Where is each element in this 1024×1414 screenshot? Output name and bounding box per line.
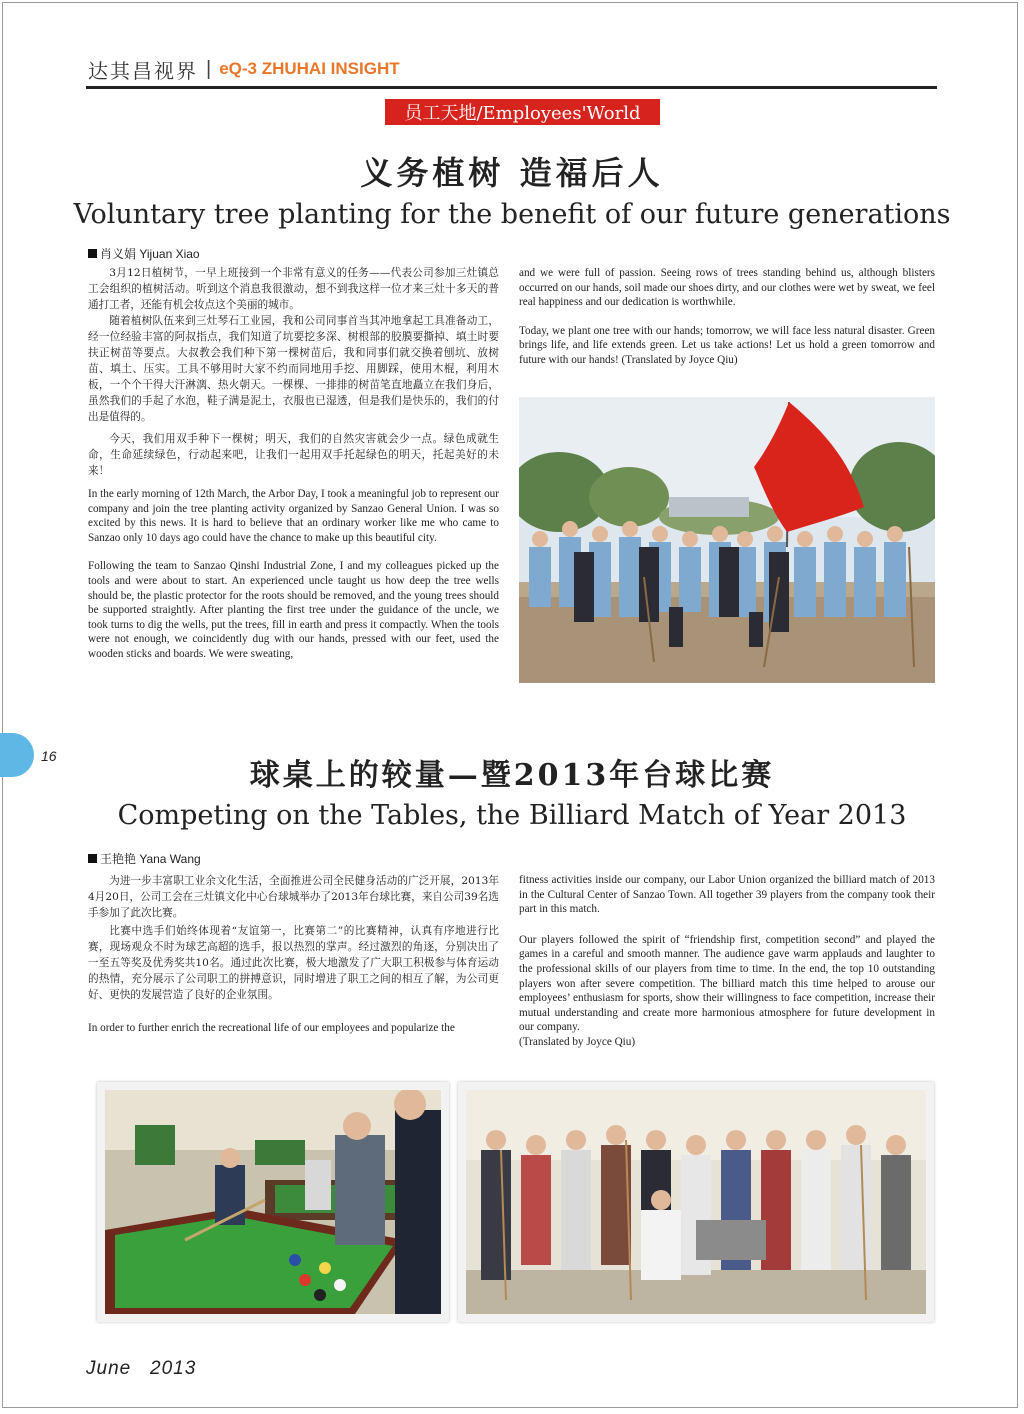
article1-en-paragraph: and we were full of passion. Seeing rows of trees standing behind us, although blisters occurred on our hands, soil made our shoes dirty, and our clothes were wet by sweat, we feel real happiness and our dedication is worthwhile. [519, 267, 935, 309]
article1-zh-paragraph: 随着植树队伍来到三灶琴石工业园，我和公司同事首当其冲地拿起工具准备动工，经一位经验丰富的阿叔指点，我们知道了坑要挖多深、树根部的胶膜要撕掉、填土时要扶正树苗等要点。大叔教会我们种下第一棵树苗后，我和同事们就交换着刨坑、放树苗、填土、压实。工具不够用时大家不约而同地用手挖、用脚踩，使用木棍，利用木板，一个个干得大汗淋漓、热火朝天。一棵棵、一排排的树苗笔直地矗立在我们身后，虽然我们的手起了水泡，鞋子满是泥土，衣服也已湿透，但是我们是快乐的，我们的付出是值得的。 [88, 315, 499, 423]
article1-en-paragraph: Today, we plant one tree with our hands; tomorrow, we will face less natural disaster. Green brings life, and life extends green. Let us take actions! Let us hold a green tomorrow and future with our hands! (Translated by Joyce Qiu) [519, 324, 935, 366]
header-title-en: eQ-3 ZHUHAI INSIGHT [219, 59, 400, 78]
article2-right-column [519, 873, 935, 1050]
article2-en-paragraph: fitness activities inside our company, our Labor Union organized the billiard match of 2013 in the Cultural Center of Sanzao Town. All together 39 players from the company took their part in this match. [519, 874, 935, 916]
article1-title-zh: 义务植树 造福后人 [360, 154, 664, 192]
article1-byline [88, 245, 200, 262]
article1-zh-paragraph: 今天，我们用双手种下一棵树；明天，我们的自然灾害就会少一点。绿色成就生命，生命延续绿色，行动起来吧，让我们一起用双手托起绿色的明天，托起美好的未来！ [88, 433, 499, 477]
magazine-header [88, 56, 400, 82]
article1-en-paragraph: In the early morning of 12th March, the Arbor Day, I took a meaningful job to represent our company and join the tree planting activity organized by Sanzao General Union. I was so excited by this news. It is hard to believe that an ordinary worker like me who came to Sanzao only 10 days ago could have the chance to make up this beautiful city. [88, 488, 499, 544]
byline-square-icon [88, 854, 97, 863]
article1-title-en: Voluntary tree planting for the benefit of our future generations [73, 199, 951, 230]
header-title-zh: 达其昌视界 [88, 58, 198, 83]
billiard-table-photo [105, 1090, 441, 1314]
article2-en-paragraph: Our players followed the spirit of “friendship first, competition second” and played the games in a careful and smooth manner. The audience gave warm applauds and laughter to the professional skills of our players from time to time. In the end, the top 10 outstanding players won after severe competition. The billiard match this time helped to arouse our employees’ enthusiasm for sports, show their willingness to face competition, increase their mutual understanding and create more harmonious atmosphere for future development in our company. [519, 933, 935, 1034]
article2-title-zh: 球桌上的较量—暨2013年台球比赛 [249, 758, 775, 793]
header-rule [86, 86, 937, 89]
byline-square-icon [88, 249, 97, 258]
article2-translator: (Translated by Joyce Qiu) [519, 1035, 636, 1048]
article2-title-en: Competing on the Tables, the Billiard Match of Year 2013 [117, 800, 907, 831]
page-number: 16 [41, 748, 57, 764]
article1-left-column [88, 265, 499, 662]
article2-en-paragraph: In order to further enrich the recreational life of our employees and popularize the [88, 1022, 455, 1034]
article1-author: 肖义娟 Yijuan Xiao [100, 247, 200, 261]
article2-byline [88, 850, 201, 867]
article2-author: 王艳艳 Yana Wang [100, 852, 201, 866]
article2-zh-paragraph: 为进一步丰富职工业余文化生活，全面推进公司全民健身活动的广泛开展，2013年4月20日，公司工会在三灶镇文化中心台球城举办了2013年台球比赛，来自公司39名选手参加了此次比赛。 [88, 875, 499, 919]
article1-en-paragraph: Following the team to Sanzao Qinshi Industrial Zone, I and my colleagues picked up the tools and were about to start. An experienced uncle taught us how deep the tree wells should be, the plastic protector for the roots should be removed, and the young trees should be supported straightly. After planting the first tree under the guidance of the uncle, we took turns to dig the wells, put the trees, fill in earth and press it compactly. When the tools were not enough, we coincidently dug with our hands, pressed with our feet, used the wooden sticks and boards. We were sweating, [88, 560, 499, 660]
article2-zh-paragraph: 比赛中选手们始终体现着“友谊第一，比赛第二”的比赛精神，认真有序地进行比赛，现场观众不时为球艺高超的选手，报以热烈的掌声。经过激烈的角逐，分别决出了一至五等奖及优秀奖共10名。通过此次比赛，极大地激发了广大职工积极参与体育运动的热情，充分展示了公司职工的拼搏意识，同时增进了职工之间的相互了解，为公司更好、更快的发展营造了良好的企业氛围。 [88, 925, 499, 1001]
tree-planting-photo [519, 397, 935, 683]
issue-date: June 2013 [86, 1358, 197, 1379]
header-separator: | [206, 57, 212, 80]
section-label: 员工天地/Employees'World [385, 99, 660, 125]
article1-right-column [519, 266, 935, 368]
article1-zh-paragraph: 3月12日植树节，一早上班接到一个非常有意义的任务——代表公司参加三灶镇总工会组织的植树活动。听到这个消息我很激动，想不到我这样一位才来三灶十多天的普通打工者，还能有机会妆点这个美丽的城市。 [88, 267, 499, 311]
billiard-group-photo [466, 1090, 926, 1314]
article2-left-column [88, 873, 499, 1036]
